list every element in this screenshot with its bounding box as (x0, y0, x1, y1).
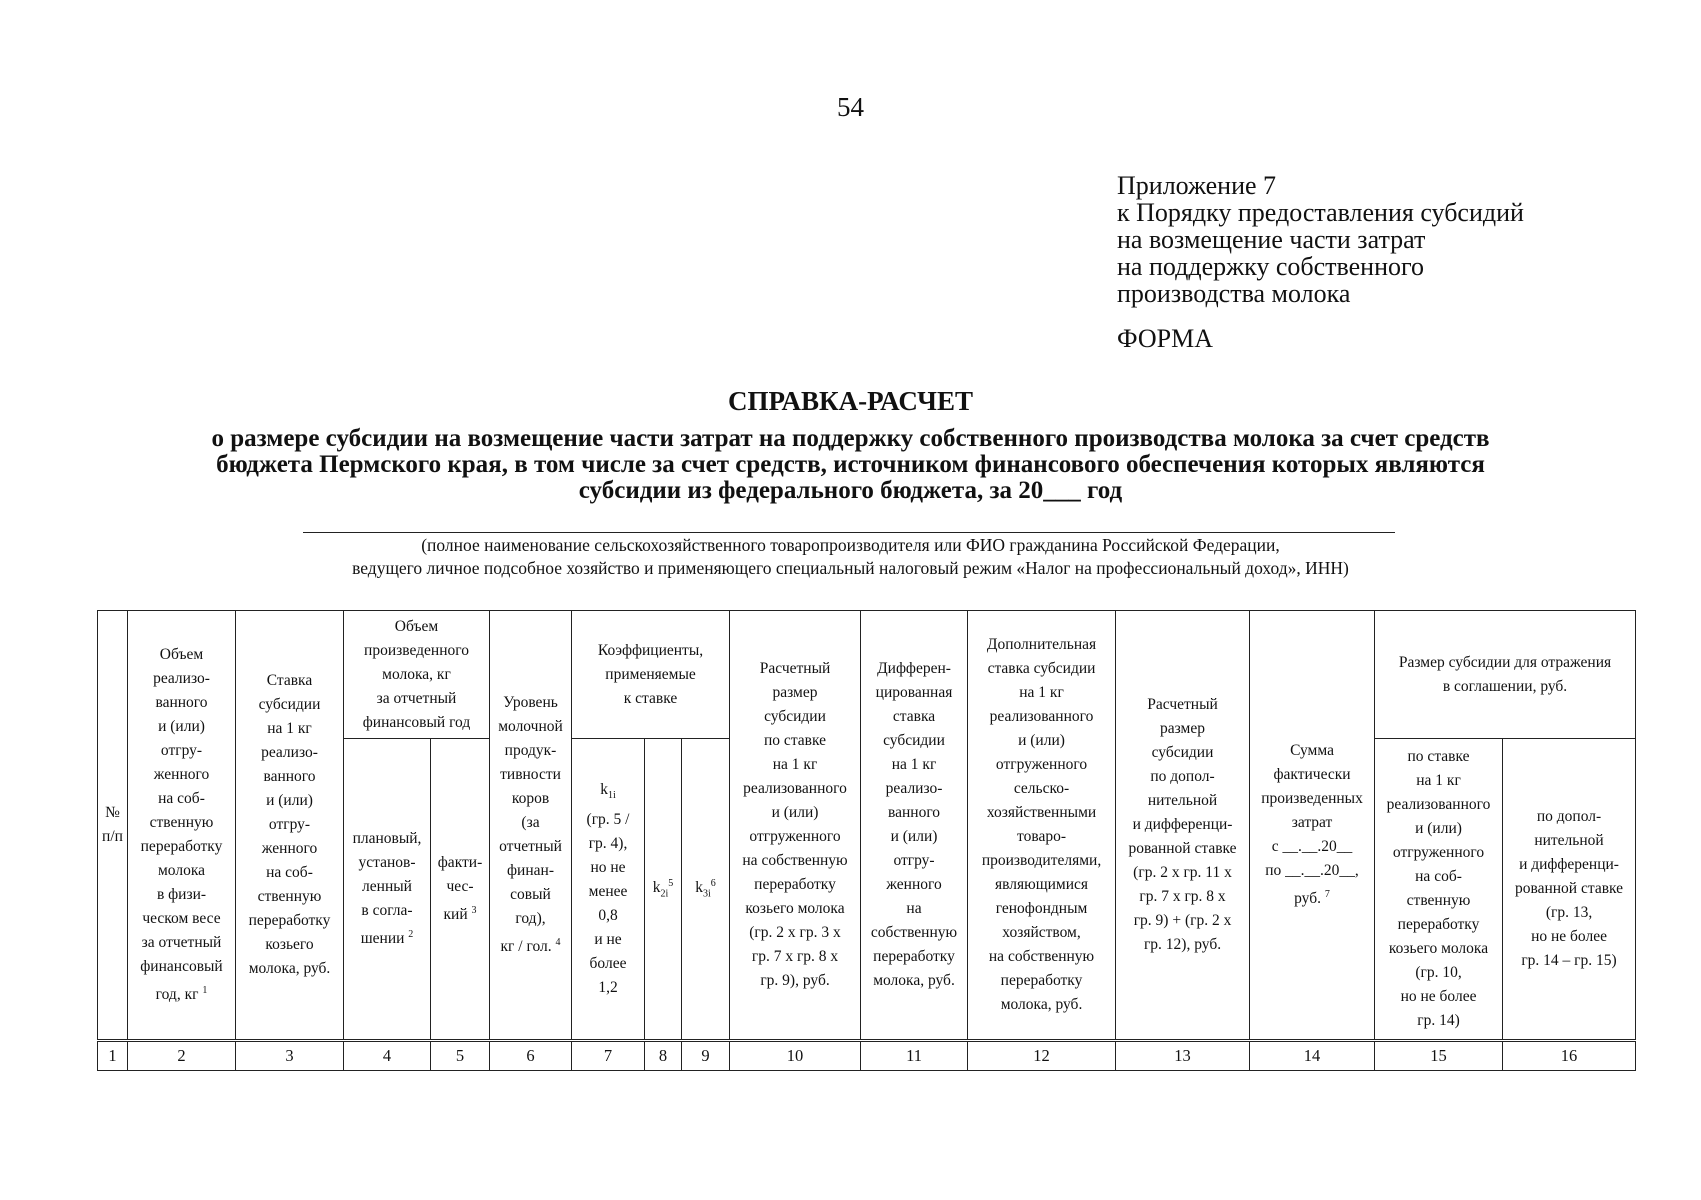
column-number: 2 (128, 1041, 236, 1071)
column-number: 8 (645, 1041, 682, 1071)
column-number: 12 (968, 1041, 1116, 1071)
header-col-3: Ставка субсидии на 1 кг реализо- ванного и (или) отгру- женного на соб- ственную переработку козьего молока, руб. (236, 611, 344, 1041)
subtitle-line: о размере субсидии на возмещение части затрат на поддержку собственного производства молока за счет средств (211, 425, 1490, 452)
appendix-line: Приложение 7 (1117, 171, 1277, 200)
name-caption (0, 534, 1701, 580)
header-group-coefficients: Коэффициенты, применяемые к ставке (572, 611, 730, 739)
header-col-6: Уровень молочной продук- тивности коров (за отчетный финан- совый год), кг / гол. $^4$ (490, 611, 572, 1041)
appendix-line: производства молока (1117, 279, 1351, 308)
header-col-2: Объем реализо- ванного и (или) отгру- женного на соб- ственную переработку молока в физи- ческом весе за отчетный финансовый год, кг $^1$ (128, 611, 236, 1041)
appendix-block (1117, 172, 1524, 307)
header-col-7: $k_{1i}$ (гр. 5 / гр. 4), но не менее 0,8 и не более 1,2 (572, 739, 645, 1041)
header-col-10: Расчетный размер субсидии по ставке на 1 кг реализованного и (или) отгруженного на собственную переработку козьего молока (гр. 2 х гр. 3 х гр. 7 х гр. 8 х гр. 9), руб. (730, 611, 861, 1041)
page-number: 54 (837, 92, 864, 122)
column-number: 5 (431, 1041, 490, 1071)
header-col-5: факти- чес- кий $^3$ (431, 739, 490, 1041)
document-title: СПРАВКА-РАСЧЕТ (728, 386, 973, 416)
calculation-table (97, 610, 1636, 1071)
header-col-8: $k_{2i}^5$ (645, 739, 682, 1041)
header-group-subsidy-size: Размер субсидии для отражения в соглашении, руб. (1375, 611, 1636, 739)
subtitle-line: субсидии из федерального бюджета, за 20___ год (578, 477, 1123, 504)
appendix-line: на поддержку собственного (1117, 252, 1425, 281)
header-col-13: Расчетный размер субсидии по допол- нительной и дифференци- рованной ставке (гр. 2 х гр. 11 х гр. 7 х гр. 8 х гр. 9) + (гр. 2 х гр. 12), руб. (1116, 611, 1250, 1041)
column-number: 15 (1375, 1041, 1503, 1071)
column-number: 9 (682, 1041, 730, 1071)
name-fill-line (303, 532, 1395, 533)
header-col-12: Дополнительная ставка субсидии на 1 кг реализованного и (или) отгруженного сельско- хозяйственными товаро- производителями, являющимися генофондным хозяйством, на собственную переработку молока, руб. (968, 611, 1116, 1041)
column-number: 1 (98, 1041, 128, 1071)
header-col-15: по ставке на 1 кг реализованного и (или) отгруженного на соб- ственную переработку козьего молока (гр. 10, но не более гр. 14) (1375, 739, 1503, 1041)
column-number: 10 (730, 1041, 861, 1071)
column-number: 13 (1116, 1041, 1250, 1071)
column-number: 7 (572, 1041, 645, 1071)
header-col-1: № п/п (98, 611, 128, 1041)
column-number: 11 (861, 1041, 968, 1071)
header-col-14: Сумма фактически произведенных затрат с __.__.20__ по __.__.20__, руб. $^7$ (1250, 611, 1375, 1041)
caption-line: ведущего личное подсобное хозяйство и применяющего специальный налоговый режим «Налог на профессиональный доход», ИНН) (352, 558, 1349, 578)
column-number: 6 (490, 1041, 572, 1071)
column-number-row (98, 1041, 1636, 1071)
header-col-4: плановый, установ- ленный в согла- шении $^2$ (344, 739, 431, 1041)
header-col-16: по допол- нительной и дифференци- рованной ставке (гр. 13, но не более гр. 14 – гр. 15) (1503, 739, 1636, 1041)
caption-line: (полное наименование сельскохозяйственного товаропроизводителя или ФИО гражданина Российской Федерации, (421, 535, 1280, 555)
column-number: 3 (236, 1041, 344, 1071)
column-number: 16 (1503, 1041, 1636, 1071)
column-number: 14 (1250, 1041, 1375, 1071)
header-col-11: Дифферен- цированная ставка субсидии на 1 кг реализо- ванного и (или) отгру- женного на собственную переработку молока, руб. (861, 611, 968, 1041)
column-number: 4 (344, 1041, 431, 1071)
appendix-line: к Порядку предоставления субсидий (1117, 198, 1524, 227)
header-group-volume: Объем произведенного молока, кг за отчетный финансовый год (344, 611, 490, 739)
form-label: ФОРМА (1117, 324, 1213, 353)
document-subtitle (90, 426, 1611, 504)
header-col-9: $k_{3i}^6$ (682, 739, 730, 1041)
appendix-line: на возмещение части затрат (1117, 225, 1426, 254)
subtitle-line: бюджета Пермского края, в том числе за счет средств, источником финансового обеспечения которых являются (216, 451, 1485, 478)
